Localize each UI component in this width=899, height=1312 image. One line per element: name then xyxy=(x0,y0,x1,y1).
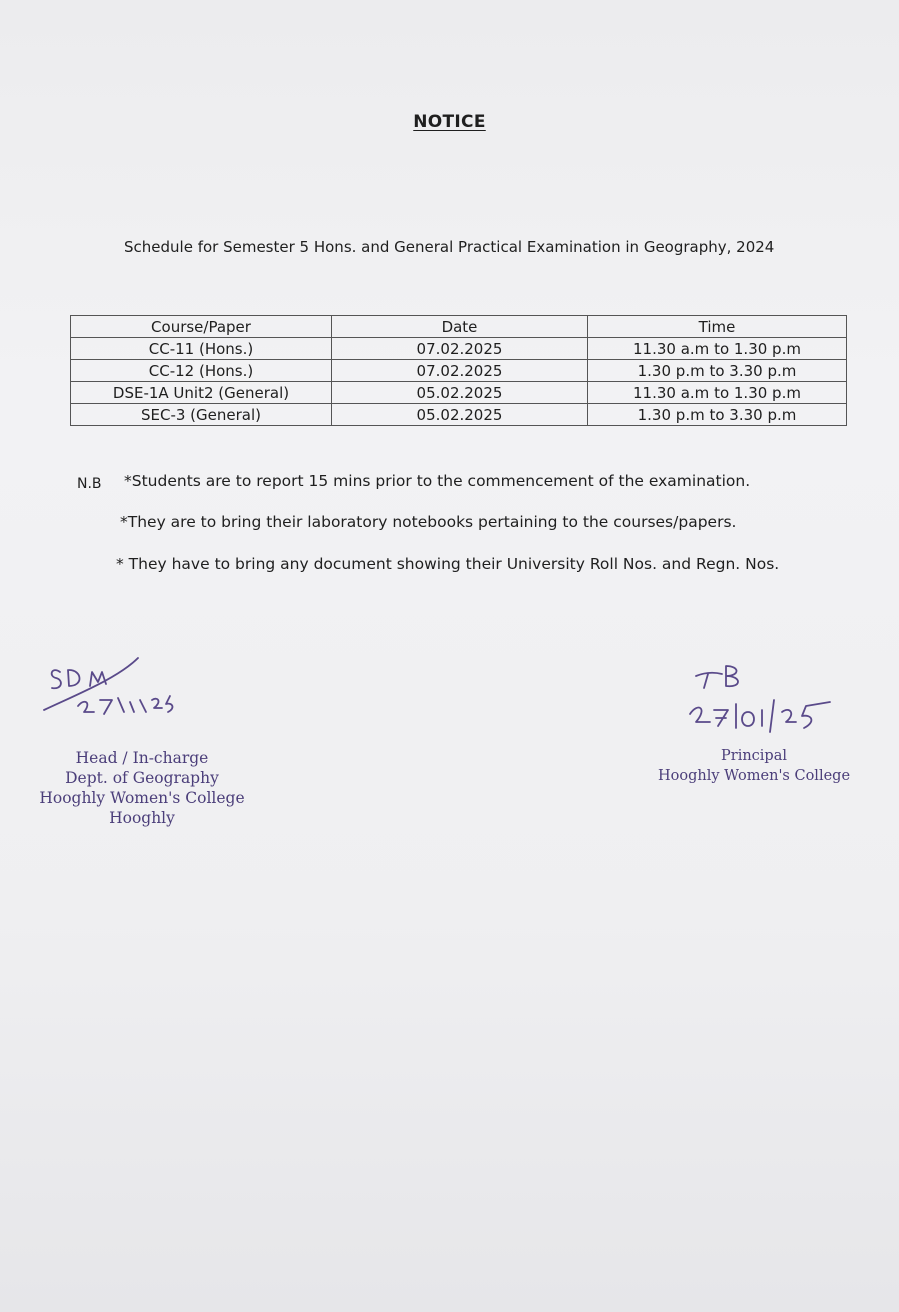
time-cell: 1.30 p.m to 3.30 p.m xyxy=(588,360,847,382)
principal-stamp-title: Principal xyxy=(721,748,787,764)
principal-stamp-college: Hooghly Women's College xyxy=(657,768,851,784)
table-row xyxy=(71,404,847,426)
course-cell: SEC-3 (General) xyxy=(71,404,332,426)
date-cell: 05.02.2025 xyxy=(332,404,588,426)
schedule-table xyxy=(70,315,847,426)
nb-label: N.B xyxy=(77,476,102,492)
column-header-course: Course/Paper xyxy=(71,316,332,338)
hod-stamp-place: Hooghly xyxy=(109,809,175,827)
notice-title: NOTICE xyxy=(413,112,486,132)
hod-stamp-title: Head / In-charge xyxy=(75,749,209,767)
table-header-row xyxy=(71,316,847,338)
table-row xyxy=(71,338,847,360)
note-item: *Students are to report 15 mins prior to the commencement of the examination. xyxy=(124,472,751,490)
hod-signature xyxy=(38,650,198,720)
date-cell: 07.02.2025 xyxy=(332,338,588,360)
time-cell: 1.30 p.m to 3.30 p.m xyxy=(588,404,847,426)
time-cell: 11.30 a.m to 1.30 p.m xyxy=(588,338,847,360)
principal-stamp xyxy=(645,746,863,786)
note-item: * They have to bring any document showing their University Roll Nos. and Regn. Nos. xyxy=(116,555,780,573)
date-cell: 07.02.2025 xyxy=(332,360,588,382)
notice-subtitle: Schedule for Semester 5 Hons. and General Practical Examination in Geography, 2024 xyxy=(124,238,775,256)
note-item: *They are to bring their laboratory notebooks pertaining to the courses/papers. xyxy=(120,513,737,531)
column-header-time: Time xyxy=(588,316,847,338)
table-row xyxy=(71,360,847,382)
principal-signature xyxy=(682,662,852,742)
course-cell: DSE-1A Unit2 (General) xyxy=(71,382,332,404)
hod-stamp-college: Hooghly Women's College xyxy=(39,789,245,807)
table-row xyxy=(71,382,847,404)
course-cell: CC-11 (Hons.) xyxy=(71,338,332,360)
course-cell: CC-12 (Hons.) xyxy=(71,360,332,382)
time-cell: 11.30 a.m to 1.30 p.m xyxy=(588,382,847,404)
hod-stamp xyxy=(24,748,260,828)
column-header-date: Date xyxy=(332,316,588,338)
date-cell: 05.02.2025 xyxy=(332,382,588,404)
hod-stamp-dept: Dept. of Geography xyxy=(65,769,219,787)
